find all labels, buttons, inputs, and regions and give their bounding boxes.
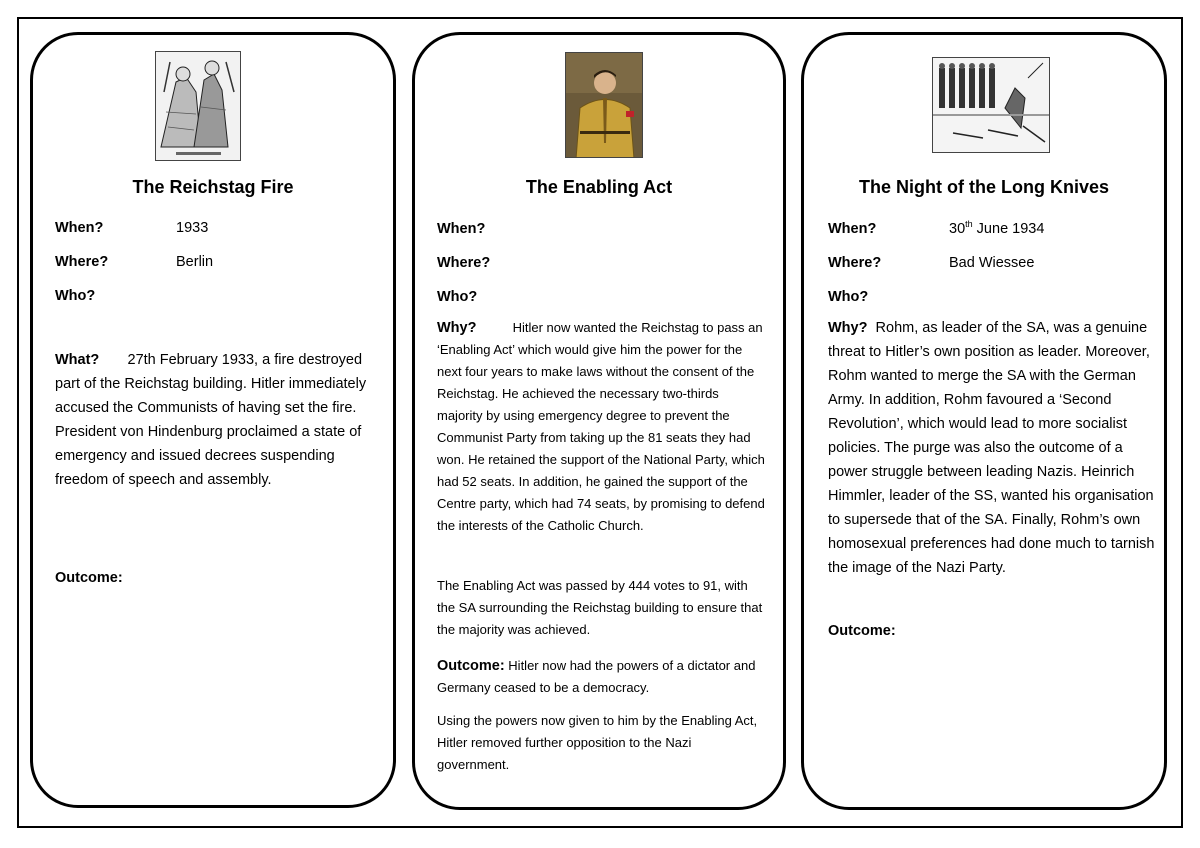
where-label: Where?: [437, 255, 491, 271]
when-row: [828, 219, 876, 239]
when-label: When?: [828, 221, 877, 237]
when-label: When?: [55, 220, 104, 236]
outcome-text: Hitler now had the powers of a dictator and Germany ceased to be a democracy.: [437, 658, 756, 695]
where-row: [828, 253, 881, 273]
when-day: 30: [949, 221, 966, 237]
card-night-of-long-knives: [801, 32, 1167, 810]
passed-paragraph: The Enabling Act was passed by 444 votes to 91, with the SA surrounding the Reichstag building to ensure that the majority was achieved.: [437, 578, 763, 637]
powers-paragraph: Using the powers now given to him by the Enabling Act, Hitler removed further opposition to the Nazi government.: [437, 713, 758, 772]
where-label: Where?: [55, 254, 109, 270]
outcome-row: [828, 621, 896, 641]
why-text: Rohm, as leader of the SA, was a genuine threat to Hitler’s own position as leader. Moreover, Rohm wanted to merge the SA with the German Army. In addition, Rohm favoured a ‘Second Revolution’, which would lead to more socialist policies. The purge was also the outcome of a power struggle between leading Nazis. Heinrich Himmler, leader of the SS, wanted his organisation to supersede that of the SA. Finally, Rohm’s own homosexual preferences had done much to tarnish the image of the Nazi Party.: [828, 320, 1155, 576]
who-row: [55, 286, 95, 306]
outcome-label: Outcome:: [55, 570, 123, 586]
who-label: Who?: [55, 288, 96, 304]
card-enabling-act: [412, 32, 786, 810]
outcome-label: Outcome:: [437, 658, 505, 674]
who-label: Who?: [437, 289, 478, 305]
why-paragraph: [828, 316, 1158, 580]
who-row: [437, 287, 477, 307]
where-value: Berlin: [176, 254, 214, 270]
when-label: When?: [437, 221, 486, 237]
portrait-image: [565, 52, 643, 158]
when-row: [437, 219, 485, 239]
why-label: Why?: [437, 320, 477, 336]
when-rest: June 1934: [972, 221, 1045, 237]
why-text: Hitler now wanted the Reichstag to pass an ‘Enabling Act’ which would give him the power for the next four years to make laws without the consent of the Reichstag. He achieved the necessary two-thirds majority by using emergency degree to prevent the Communist Party from taking up the 81 seats they had won. He retained the support of the National Party, which had 52 seats. In addition, he gained the support of the Centre party, which had 74 seats, by promising to defend the interests of the Catholic Church.: [437, 320, 765, 533]
cartoon-image: [932, 57, 1050, 153]
when-row: [55, 218, 103, 238]
outcome-label: Outcome:: [828, 623, 896, 639]
what-paragraph: [55, 348, 371, 492]
why-paragraph: [437, 317, 767, 537]
outcome-row: [55, 568, 123, 588]
when-ordinal: th: [965, 219, 973, 230]
card-title: The Enabling Act: [525, 177, 673, 197]
who-label: Who?: [828, 289, 869, 305]
where-row: [437, 253, 490, 273]
when-value: 1933: [176, 220, 209, 236]
where-row: [55, 252, 108, 272]
cartoon-image: [155, 51, 241, 161]
card-title: The Night of the Long Knives: [859, 177, 1109, 197]
who-row: [828, 287, 868, 307]
card-title: The Reichstag Fire: [132, 177, 294, 197]
why-label: Why?: [828, 320, 868, 336]
card-reichstag-fire: [30, 32, 396, 808]
where-value: Bad Wiessee: [949, 255, 1035, 271]
what-label: What?: [55, 352, 100, 368]
outcome-paragraph: [437, 655, 767, 699]
what-text: 27th February 1933, a fire destroyed part of the Reichstag building. Hitler immediately accused the Communists of having set the fire. President von Hindenburg proclaimed a state of emergency and issued decrees suspending freedom of speech and assembly.: [55, 352, 367, 488]
where-label: Where?: [828, 255, 882, 271]
when-value: [949, 219, 1044, 239]
